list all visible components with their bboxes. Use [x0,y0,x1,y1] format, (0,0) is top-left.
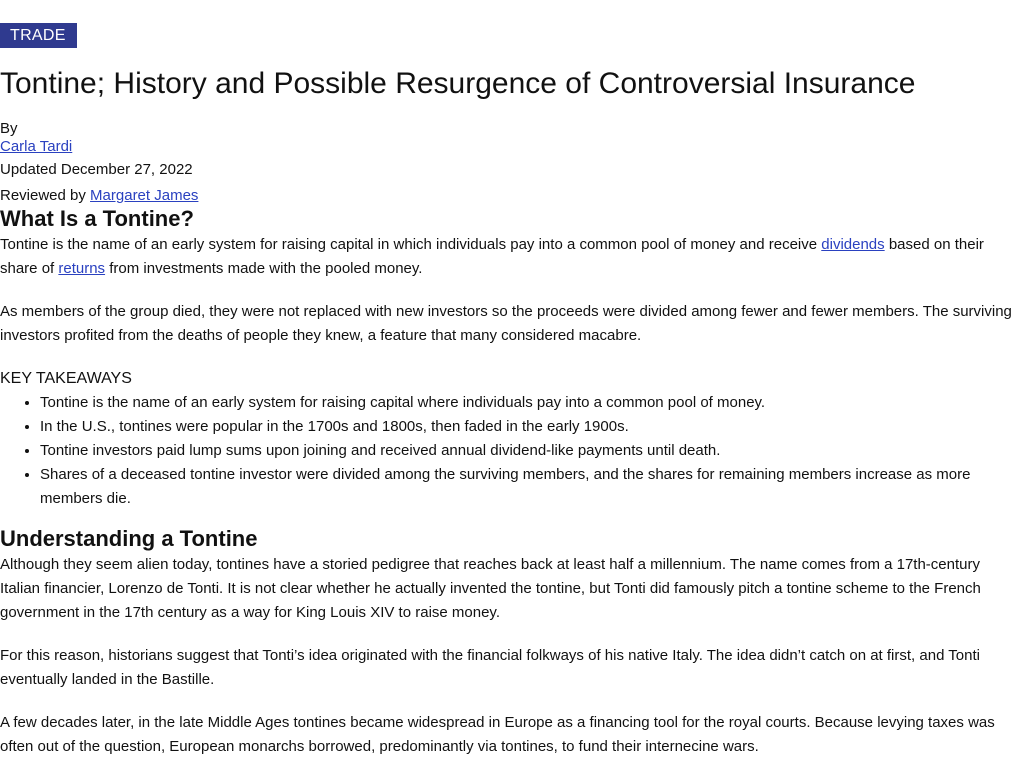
takeaway-item: • Tontine is the name of an early system for raising capital where individuals pay into a common pool of money. [40,391,1022,415]
category-tag[interactable]: TRADE [0,23,77,48]
reviewed-row [0,187,1024,205]
section-heading-understanding: Understanding a Tontine [0,526,258,551]
paragraph-history: Although they seem alien today, tontines have a storied pedigree that reaches back at least half a millennium. The name comes from a 17th-century Italian financier, Lorenzo de Tonti. It is not clear whether he actually invented the tontine, but Tonti did famously pitch a tontine scheme to the French government in the 17th century as a way for King Louis XIV to raise money. [0,556,981,621]
updated-date: Updated December 27, 2022 [0,161,193,178]
author-row [0,138,1024,156]
paragraph-intro [0,233,1022,281]
paragraph-middle-ages: A few decades later, in the late Middle Ages tontines became widespread in Europe as a financing tool for the royal courts. Because levying taxes was often out of the question, European monarchs borrowed, predominantly via tontines, to fund their internecine wars. [0,714,995,755]
takeaway-item: • In the U.S., tontines were popular in the 1700s and 1800s, then faded in the early 1900s. [40,415,1022,439]
dividends-link[interactable]: dividends [821,236,885,253]
intro-text-3: from investments made with the pooled money. [105,260,423,277]
intro-text-2: based on their share of [0,236,984,277]
section-heading-what-is: What Is a Tontine? [0,206,194,231]
intro-text-1: Tontine is the name of an early system for raising capital in which individuals pay into a common pool of money and receive [0,236,822,253]
paragraph-italy: For this reason, historians suggest that Tonti’s idea originated with the financial folkways of his native Italy. The idea didn’t catch on at first, and Tonti eventually landed in the Bastille. [0,647,980,688]
takeaway-item: • Shares of a deceased tontine investor were divided among the surviving members, and the shares for remaining members increase as more members die. [40,463,1022,511]
reviewed-label: Reviewed by [0,187,91,204]
article-title: Tontine; History and Possible Resurgence of Controversial Insurance [0,67,916,100]
by-label: By [0,120,18,137]
reviewer-link[interactable]: Margaret James [90,187,199,204]
takeaway-item: • Tontine investors paid lump sums upon joining and received annual dividend-like payments until death. [40,439,1022,463]
key-takeaways-list [0,391,1022,511]
article-body [0,205,1022,768]
key-takeaways-title: KEY TAKEAWAYS [0,370,132,387]
byline [0,120,1024,205]
paragraph-members: As members of the group died, they were not replaced with new investors so the proceeds were divided among fewer and fewer members. The surviving investors profited from the deaths of people they knew, a feature that many considered macabre. [0,303,1012,344]
returns-link[interactable]: returns [58,260,106,277]
author-link[interactable]: Carla Tardi [0,138,73,155]
